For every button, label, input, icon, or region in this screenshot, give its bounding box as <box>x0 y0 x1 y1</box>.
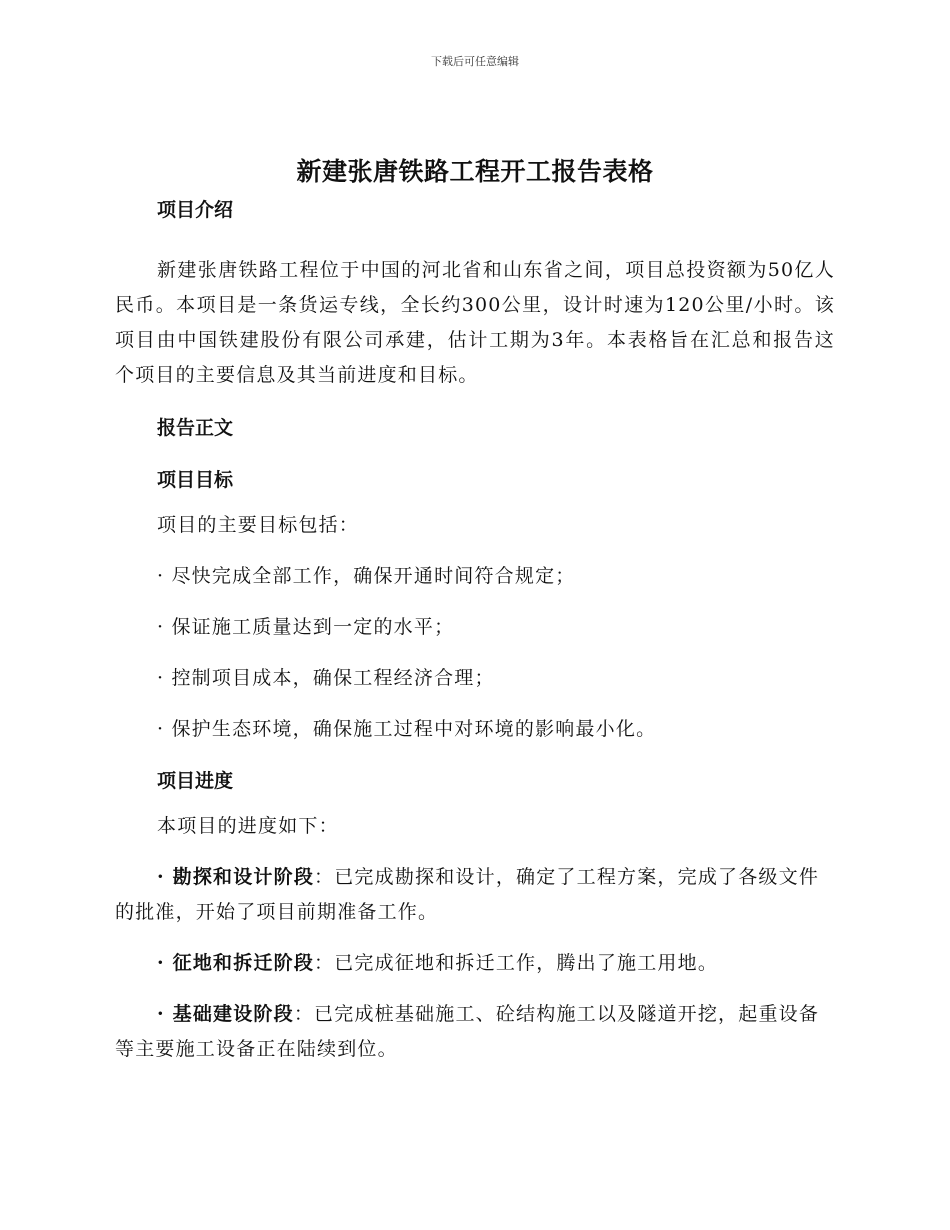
progress-item-text: ：已完成桩基础施工、砼结构施工以及隧道开挖，起重设备等主要施工设备正在陆续到位。 <box>115 1003 820 1060</box>
intro-heading: 项目介绍 <box>157 199 234 221</box>
progress-item-label: · 基础建设阶段 <box>157 1003 294 1025</box>
document-body <box>115 198 835 1067</box>
progress-item <box>115 946 835 981</box>
report-heading: 报告正文 <box>157 417 234 439</box>
goals-lead: 项目的主要目标包括： <box>157 514 360 536</box>
goal-item: · 控制项目成本，确保工程经济合理； <box>157 667 495 689</box>
document-title: 新建张唐铁路工程开工报告表格 <box>296 157 654 186</box>
progress-item <box>115 997 835 1067</box>
progress-item-text: ：已完成征地和拆迁工作，腾出了施工用地。 <box>314 952 719 974</box>
goals-heading: 项目目标 <box>157 469 234 491</box>
progress-item-text: ：已完成勘探和设计，确定了工程方案，完成了各级文件的批准，开始了项目前期准备工作。 <box>115 866 820 923</box>
progress-heading: 项目进度 <box>157 770 234 792</box>
goal-item: · 保证施工质量达到一定的水平； <box>157 616 455 638</box>
goal-item: · 尽快完成全部工作，确保开通时间符合规定； <box>157 565 576 587</box>
intro-paragraph: 新建张唐铁路工程位于中国的河北省和山东省之间，项目总投资额为50亿人民币。本项目是一条货运专线，全长约300公里，设计时速为120公里/小时。该项目由中国铁建股份有限公司承建，估计工期为3年。本表格旨在汇总和报告这个项目的主要信息及其当前进度和目标。 <box>115 259 835 386</box>
goal-item: · 保护生态环境，确保施工过程中对环境的影响最小化。 <box>157 718 657 740</box>
progress-item-label: · 征地和拆迁阶段 <box>157 952 315 974</box>
progress-lead: 本项目的进度如下： <box>157 815 339 837</box>
progress-item <box>115 860 835 930</box>
progress-item-label: · 勘探和设计阶段 <box>157 866 315 888</box>
page-header-note: 下载后可任意编辑 <box>431 55 519 68</box>
